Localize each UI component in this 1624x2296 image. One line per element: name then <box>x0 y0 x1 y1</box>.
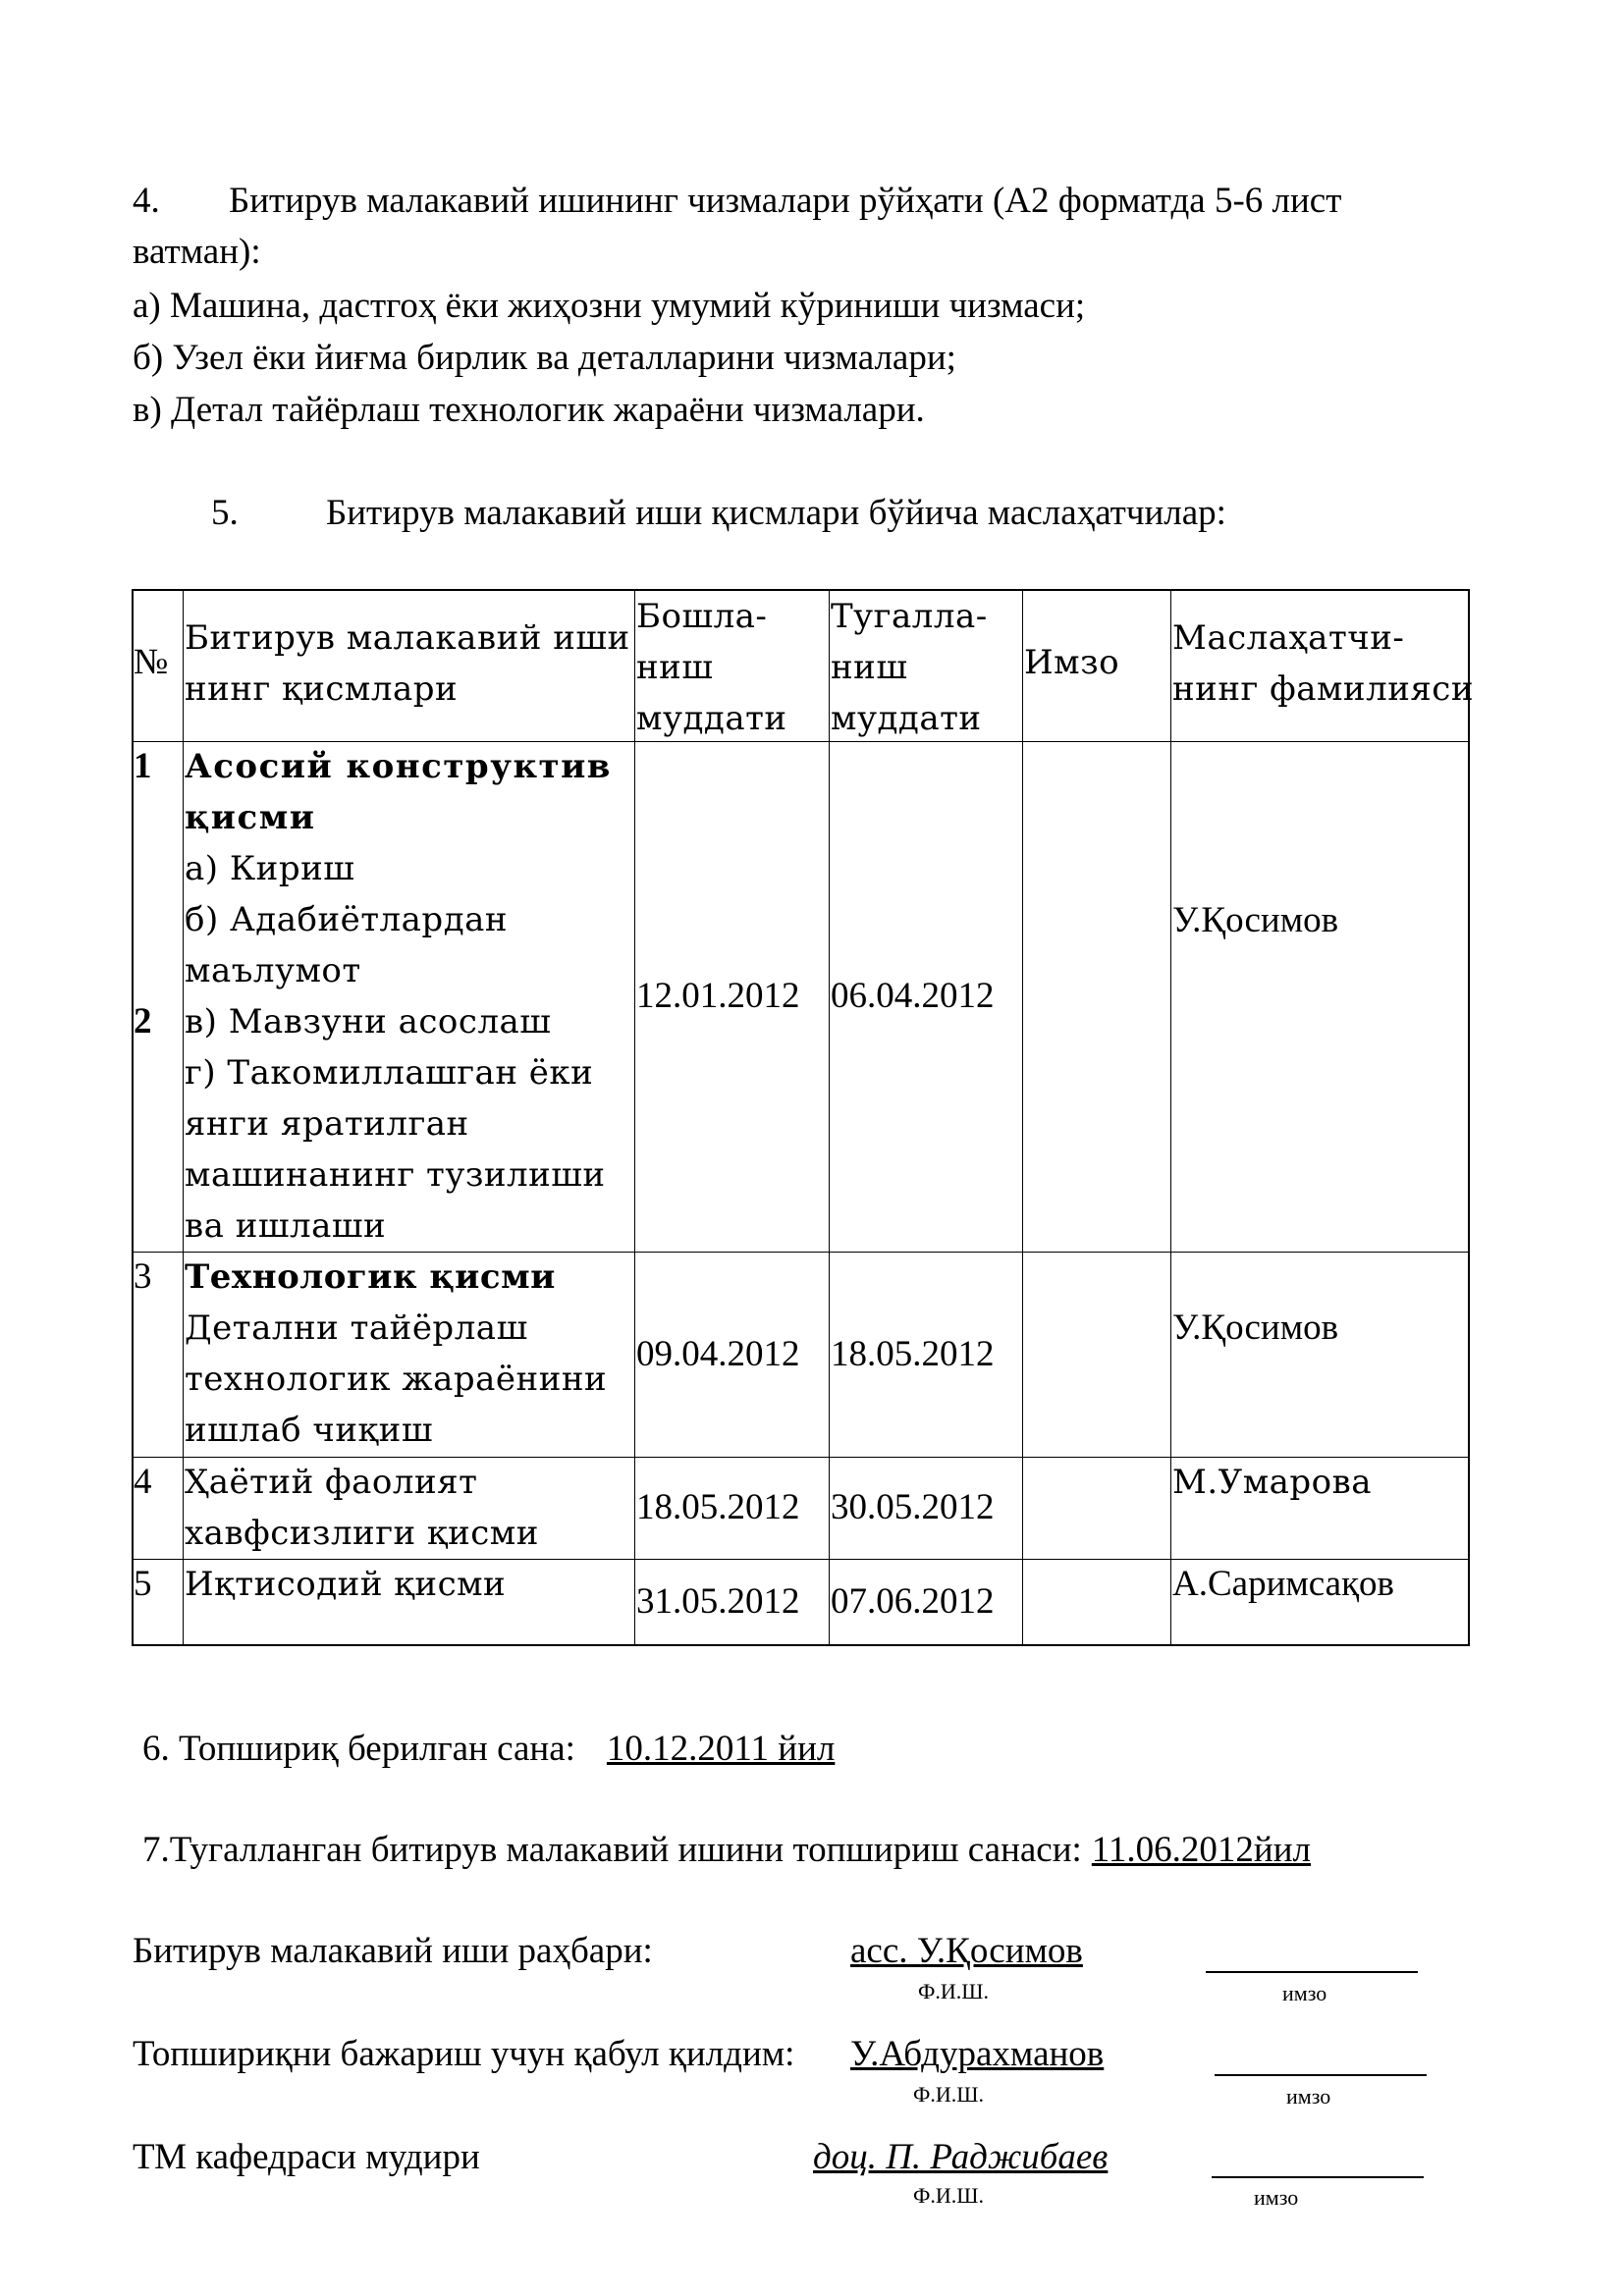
supervisor-label: Битирув малакавий иши раҳбари: <box>133 1931 653 1971</box>
header-number: № <box>134 642 169 682</box>
student-label: Топшириқни бажариш учун қабул қилдим: <box>133 2034 795 2074</box>
row-1-line: янги яратилган <box>185 1104 469 1144</box>
supervisor-name: асс. У.Қосимов <box>850 1931 1083 1971</box>
section-5-title: Битирув малакавий иши қисмлари бўйича маслаҳатчилар: <box>326 493 1226 533</box>
row-1-title-line: қисми <box>185 798 316 837</box>
row-number: 5 <box>134 1564 152 1604</box>
header-consultant-line: Маслаҳатчи- <box>1172 618 1405 658</box>
student-name: У.Абдурахманов <box>850 2034 1105 2074</box>
head-name: доц. П. Раджибаев <box>813 2137 1109 2177</box>
table-col-divider <box>1170 591 1171 1644</box>
section-4-number: 4. <box>133 181 160 221</box>
row-3-end-date: 18.05.2012 <box>831 1334 995 1374</box>
header-end-date <box>831 591 988 744</box>
row-5-consultant: А.Саримсақов <box>1172 1564 1395 1604</box>
row-number: 3 <box>134 1256 152 1297</box>
section-6 <box>142 1725 835 1774</box>
student-signature-line <box>1215 2074 1427 2076</box>
section-6-label: 6. Топшириқ берилган сана: <box>142 1729 575 1769</box>
row-5-start-date: 31.05.2012 <box>636 1581 800 1622</box>
header-consultant <box>1172 613 1474 715</box>
row-1-line: машинанинг тузилиши <box>185 1155 606 1195</box>
header-start-line: ниш <box>636 648 714 687</box>
header-parts-line: Битирув малакавий иши <box>185 618 630 658</box>
head-name-caption: Ф.И.Ш. <box>913 2183 984 2208</box>
table-col-divider <box>634 591 635 1644</box>
section-5-number: 5. <box>211 493 239 533</box>
row-3-consultant: У.Қосимов <box>1172 1308 1339 1348</box>
section-6-date: 10.12.2011 йил <box>606 1729 836 1769</box>
section-4-heading <box>133 177 1341 226</box>
header-parts <box>185 613 630 715</box>
drawing-item-c: в) Детал тайёрлаш технологик жараёни чизмалари. <box>133 390 925 430</box>
row-1-line: маълумот <box>185 951 361 990</box>
row-5-parts: Иқтисодий қисми <box>185 1565 507 1604</box>
header-end-line: муддати <box>831 699 982 738</box>
consultants-table <box>132 589 1475 1646</box>
row-3-start-date: 09.04.2012 <box>636 1334 800 1374</box>
section-7 <box>142 1826 1311 1875</box>
row-number: 4 <box>134 1462 152 1502</box>
student-sign-caption: имзо <box>1286 2084 1331 2109</box>
row-4-consultant: М.Умарова <box>1172 1463 1373 1502</box>
row-3-line: технологик жараёнини <box>185 1360 608 1399</box>
row-4-end-date: 30.05.2012 <box>831 1487 995 1527</box>
row-3-title: Технологик қисми <box>185 1257 556 1297</box>
section-7-label: 7.Тугалланган битирув малакавий ишини топшириш санаси: <box>142 1830 1082 1870</box>
row-4-parts <box>185 1457 539 1559</box>
row-1-line: в) Мавзуни асослаш <box>185 1002 552 1041</box>
row-1-line: ва ишлаши <box>185 1206 387 1246</box>
row-5-end-date: 07.06.2012 <box>831 1581 995 1622</box>
row-number: 2 <box>134 1001 152 1041</box>
section-4-title-continuation: ватман): <box>133 232 261 272</box>
row-number: 1 <box>134 746 152 786</box>
row-1-line: а) Кириш <box>185 849 355 888</box>
head-signature-line <box>1212 2176 1424 2178</box>
row-1-title-line: Асосий конструктив <box>185 747 612 786</box>
head-label: ТМ кафедраси мудири <box>133 2137 480 2177</box>
row-3-line: Детални тайёрлаш <box>185 1308 528 1348</box>
row-1-line: б) Адабиётлардан <box>185 900 509 939</box>
header-parts-line: нинг қисмлари <box>185 669 459 709</box>
row-1-line: г) Такомиллашган ёки <box>185 1053 594 1093</box>
row-4-start-date: 18.05.2012 <box>636 1487 800 1527</box>
drawing-item-b: б) Узел ёки йиғма бирлик ва деталларини чизмалари; <box>133 338 956 378</box>
table-col-divider <box>1022 591 1023 1644</box>
row-3-parts <box>185 1252 607 1456</box>
row-1-parts <box>185 741 612 1252</box>
table-col-divider <box>829 591 830 1644</box>
supervisor-signature-line <box>1206 1971 1418 1973</box>
header-signature: Имзо <box>1024 643 1120 682</box>
header-consultant-line: нинг фамилияси <box>1172 669 1475 709</box>
header-start-line: Бошла- <box>636 597 768 636</box>
supervisor-name-caption: Ф.И.Ш. <box>918 1979 989 2003</box>
row-4-line: хавфсизлиги қисми <box>185 1514 539 1553</box>
section-4-title: Битирув малакавий ишининг чизмалари рўйҳати (А2 форматда 5-6 лист <box>229 181 1342 221</box>
section-5-heading <box>211 489 1226 538</box>
drawing-item-a: а) Машина, дастгоҳ ёки жиҳозни умумий кўриниши чизмаси; <box>133 286 1086 326</box>
table-col-divider <box>183 591 184 1644</box>
row-1-consultant: У.Қосимов <box>1172 900 1339 940</box>
supervisor-sign-caption: имзо <box>1282 1981 1327 2005</box>
row-4-line: Ҳаётий фаолият <box>185 1463 478 1502</box>
row-1-start-date: 12.01.2012 <box>636 976 800 1016</box>
row-3-line: ишлаб чиқиш <box>185 1411 433 1450</box>
header-end-line: ниш <box>831 648 908 687</box>
row-1-end-date: 06.04.2012 <box>831 976 995 1016</box>
header-start-date <box>636 591 787 744</box>
head-sign-caption: имзо <box>1254 2185 1299 2210</box>
header-start-line: муддати <box>636 699 787 738</box>
student-name-caption: Ф.И.Ш. <box>913 2082 984 2107</box>
header-end-line: Тугалла- <box>831 597 988 636</box>
section-7-date: 11.06.2012йил <box>1091 1830 1311 1870</box>
